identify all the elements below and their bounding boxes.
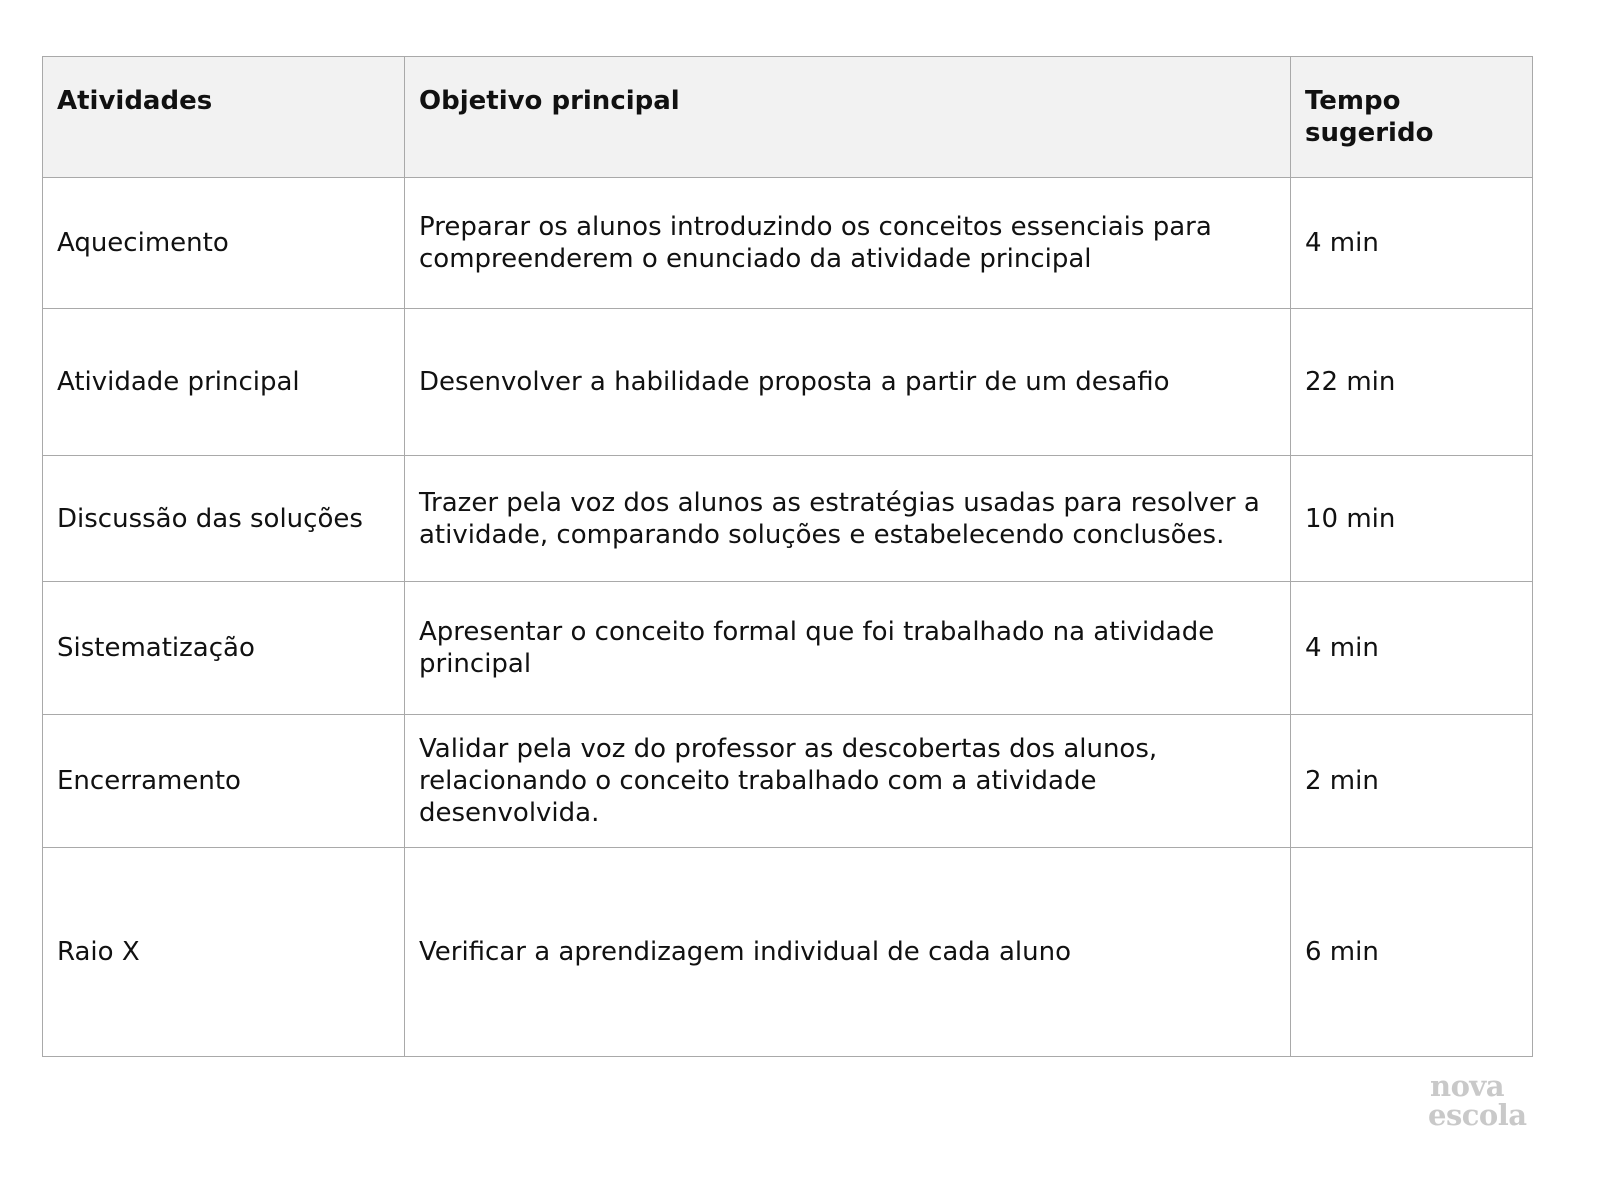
time-cell: 6 min xyxy=(1291,848,1533,1057)
nova-escola-logo xyxy=(1428,1069,1548,1132)
activity-cell: Sistematização xyxy=(43,582,405,715)
table-row xyxy=(43,456,1533,582)
objective-cell: Preparar os alunos introduzindo os conceitos essenciais para compreenderem o enunciado da atividade principal xyxy=(405,178,1291,309)
time-cell: 22 min xyxy=(1291,309,1533,456)
activity-cell: Encerramento xyxy=(43,715,405,848)
logo-line-nova: nova xyxy=(1430,1069,1505,1103)
activity-cell: Discussão das soluções xyxy=(43,456,405,582)
time-cell: 10 min xyxy=(1291,456,1533,582)
table-header-row xyxy=(43,57,1533,178)
objective-cell: Desenvolver a habilidade proposta a partir de um desafio xyxy=(405,309,1291,456)
table-row xyxy=(43,848,1533,1057)
header-suggested-time: Tempo sugerido xyxy=(1291,57,1533,178)
table-row xyxy=(43,178,1533,309)
time-cell: 4 min xyxy=(1291,582,1533,715)
table-row xyxy=(43,309,1533,456)
activity-cell: Atividade principal xyxy=(43,309,405,456)
objective-cell: Trazer pela voz dos alunos as estratégias usadas para resolver a atividade, comparando soluções e estabelecendo conclusões. xyxy=(405,456,1291,582)
objective-cell: Apresentar o conceito formal que foi trabalhado na atividade principal xyxy=(405,582,1291,715)
objective-cell: Validar pela voz do professor as descobertas dos alunos, relacionando o conceito trabalhado com a atividade desenvolvida. xyxy=(405,715,1291,848)
time-cell: 2 min xyxy=(1291,715,1533,848)
logo-line-escola: escola xyxy=(1428,1098,1527,1132)
activity-cell: Raio X xyxy=(43,848,405,1057)
objective-cell: Verificar a aprendizagem individual de cada aluno xyxy=(405,848,1291,1057)
time-cell: 4 min xyxy=(1291,178,1533,309)
table-row xyxy=(43,715,1533,848)
header-activities: Atividades xyxy=(43,57,405,178)
header-main-objective: Objetivo principal xyxy=(405,57,1291,178)
table-row xyxy=(43,582,1533,715)
activity-cell: Aquecimento xyxy=(43,178,405,309)
lesson-plan-table xyxy=(42,56,1533,1057)
